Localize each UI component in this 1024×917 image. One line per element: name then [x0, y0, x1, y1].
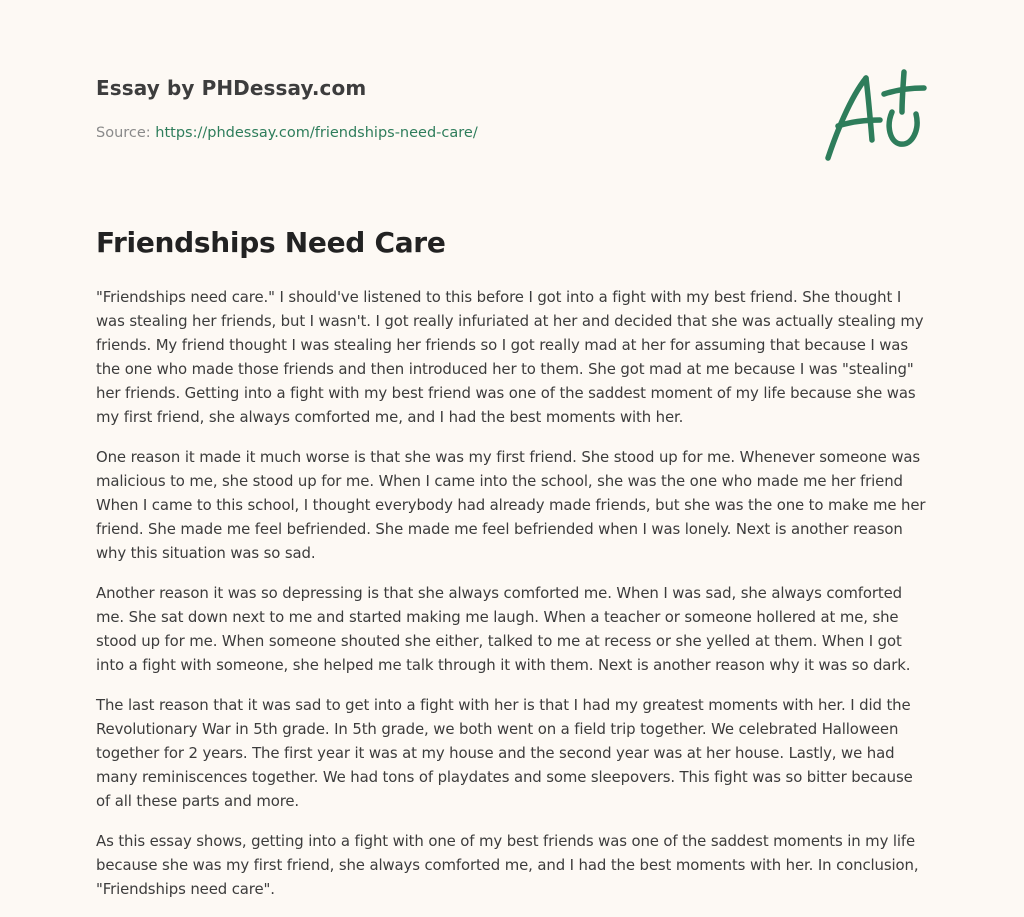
essay-paragraph: One reason it made it much worse is that she was my first friend. She stood up for me. Whenever someone was malicious to me, she stood up for me. When I came into the school, she was the one who made me her friend When I came to this school, I thought everybody had already made friends, but she was the one to make me her friend. She made me feel befriended. She made me feel befriended when I was lonely. Next is another reason why this situation was so sad. [96, 448, 926, 562]
site-brand: Essay by PHDessay.com [96, 76, 367, 100]
essay-paragraph: The last reason that it was sad to get into a fight with her is that I had my greatest moments with her. I did the Revolutionary War in 5th grade. In 5th grade, we both went on a field trip together. We celebrated Halloween together for 2 years. The first year it was at my house and the second year was at her house. Lastly, we had many reminiscences together. We had tons of playdates and some sleepovers. This fight was so bitter because of all these parts and more. [96, 696, 913, 810]
source-link[interactable]: https://phdessay.com/friendships-need-care/ [155, 125, 478, 141]
essay-paragraph: Another reason it was so depressing is that she always comforted me. When I was sad, she always comforted me. She sat down next to me and started making me laugh. When a teacher or someone hollered at me, she stood up for me. When someone shouted she either, talked to me at recess or she yelled at them. When I got into a fight with someone, she helped me talk through it with them. Next is another reason why it was so dark. [96, 584, 911, 674]
page-header [96, 76, 478, 141]
a-plus-grade-icon [818, 64, 930, 168]
essay-paragraph: "Friendships need care." I should've listened to this before I got into a fight with my best friend. She thought I was stealing her friends, but I wasn't. I got really infuriated at her and decided that she was actually stealing my friends. My friend thought I was stealing her friends so I got really mad at her for assuming that because I was the one who made those friends and then introduced her to them. She got mad at me because I was "stealing" her friends. Getting into a fight with my best friend was one of the saddest moment of my life because she was my first friend, she always comforted me, and I had the best moments with her. [96, 288, 924, 426]
source-line [96, 125, 478, 141]
source-label: Source: [96, 125, 151, 141]
essay-body [96, 285, 930, 917]
essay-paragraph: As this essay shows, getting into a fight with one of my best friends was one of the saddest moments in my life because she was my first friend, she always comforted me, and I had the best moments with her. In conclusion, "Friendships need care". [96, 832, 919, 898]
essay-title: Friendships Need Care [96, 226, 446, 259]
